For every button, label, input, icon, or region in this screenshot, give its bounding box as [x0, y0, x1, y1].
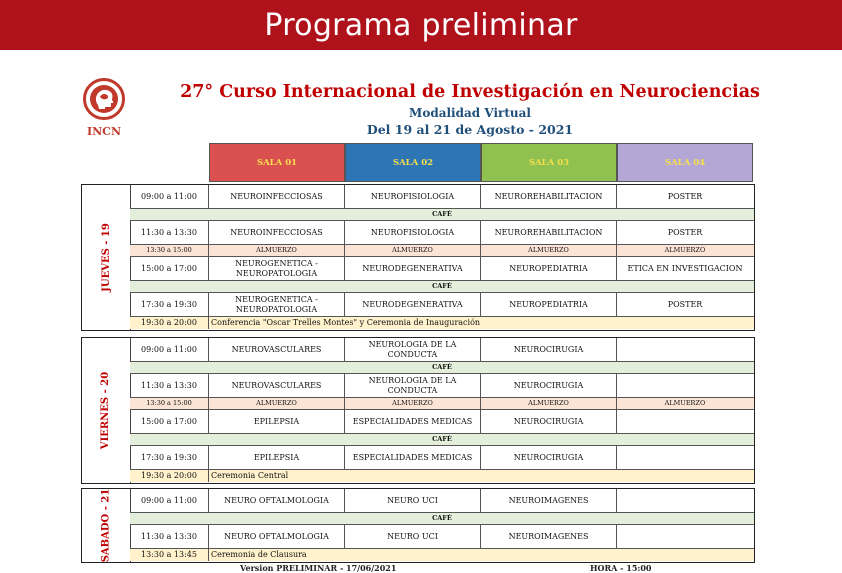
lunch-cell: ALMUERZO	[345, 245, 481, 256]
day-block	[81, 488, 755, 563]
event-row	[130, 549, 754, 561]
sala-header-1: SALA 01	[209, 143, 345, 182]
session-cell: NEUROIMAGENES	[481, 489, 617, 512]
session-row	[130, 489, 754, 513]
session-cell: POSTER	[667, 227, 703, 237]
session-row	[130, 293, 754, 317]
session-cell: NEUROVASCULARES	[209, 374, 345, 397]
session-cell: NEUROGENETICA - NEUROPATOLOGIA	[209, 257, 345, 280]
session-cell	[617, 374, 753, 397]
session-cell: NEUROVASCULARES	[209, 338, 345, 361]
session-cell: NEUROCIRUGIA	[481, 338, 617, 361]
break-row	[130, 434, 754, 446]
session-cell: NEUROREHABILITACION	[481, 185, 617, 208]
session-row	[130, 257, 754, 281]
lunch-cell: ALMUERZO	[481, 398, 617, 409]
time-note: HORA - 15:00	[590, 563, 652, 573]
session-cell: NEURO OFTALMOLOGIA	[209, 489, 345, 512]
day-label-text: VIERNES - 20	[100, 371, 112, 450]
session-cell: EPILEPSIA	[209, 410, 345, 433]
lunch-cell: ALMUERZO	[345, 398, 481, 409]
session-cell	[617, 410, 753, 433]
lunch-cell: ALMUERZO	[481, 245, 617, 256]
break-row	[130, 209, 754, 221]
sala-header-2: SALA 02	[345, 143, 481, 182]
break-label: CAFÉ	[432, 281, 452, 290]
session-row	[130, 185, 754, 209]
break-label: CAFÉ	[432, 434, 452, 443]
session-cell	[617, 446, 753, 469]
time-slot: 13:30 a 15:00	[130, 398, 209, 409]
session-row	[130, 374, 754, 398]
session-cell: POSTER	[667, 191, 703, 201]
session-cell: NEUROCIRUGIA	[481, 410, 617, 433]
day-label	[82, 338, 131, 483]
session-cell	[617, 338, 753, 361]
event-label: Ceremonia Central	[211, 471, 289, 481]
day-block	[81, 184, 755, 331]
break-row	[130, 513, 754, 525]
session-cell: EPILEPSIA	[209, 446, 345, 469]
session-cell: NEUROPEDIATRIA	[481, 257, 617, 280]
session-cell: NEUROLOGIA DE LA CONDUCTA	[345, 374, 481, 397]
time-slot: 11:30 a 13:30	[130, 374, 209, 397]
break-label: CAFÉ	[432, 362, 452, 371]
session-cell: NEURO UCI	[345, 489, 481, 512]
sala-header-3: SALA 03	[481, 143, 617, 182]
lunch-cell: ALMUERZO	[209, 398, 345, 409]
session-row	[130, 446, 754, 470]
session-cell: ETICA EN INVESTIGACION	[627, 263, 743, 273]
lunch-row	[130, 245, 754, 257]
lunch-row	[130, 398, 754, 410]
time-slot: 13:30 a 15:00	[130, 245, 209, 256]
date-range: Del 19 al 21 de Agosto - 2021	[366, 122, 574, 137]
brain-head-icon	[83, 78, 125, 120]
lunch-cell: ALMUERZO	[209, 245, 345, 256]
break-label: CAFÉ	[432, 513, 452, 522]
day-label-text: SABADO - 21	[100, 488, 112, 563]
session-cell: NEUROPEDIATRIA	[481, 293, 617, 316]
break-label: CAFÉ	[432, 209, 452, 218]
time-slot: 17:30 a 19:30	[130, 293, 209, 316]
session-row	[130, 525, 754, 549]
session-cell	[617, 489, 753, 512]
event-label: Ceremonia de Clausura	[211, 550, 307, 560]
time-slot: 17:30 a 19:30	[130, 446, 209, 469]
session-cell: NEUROGENETICA - NEUROPATOLOGIA	[209, 293, 345, 316]
incn-logo	[80, 78, 128, 138]
session-cell: NEURO UCI	[345, 525, 481, 548]
session-row	[130, 338, 754, 362]
sala-header-row	[209, 143, 753, 182]
sala-header-4: SALA 04	[617, 143, 753, 182]
session-cell: POSTER	[667, 299, 703, 309]
session-cell: ESPECIALIDADES MEDICAS	[345, 410, 481, 433]
time-slot: 09:00 a 11:00	[130, 185, 209, 208]
session-cell: NEUROLOGIA DE LA CONDUCTA	[345, 338, 481, 361]
session-row	[130, 221, 754, 245]
session-cell: NEUROREHABILITACION	[481, 221, 617, 244]
version-note: Version PRELIMINAR - 17/06/2021	[240, 563, 397, 573]
time-slot: 13:30 a 13:45	[130, 549, 209, 561]
page-title: 27° Curso Internacional de Investigación en Neurociencias	[180, 82, 760, 102]
day-label	[82, 185, 131, 330]
session-cell	[617, 525, 753, 548]
modality: Modalidad Virtual	[409, 106, 531, 120]
lunch-cell: ALMUERZO	[664, 398, 706, 407]
session-cell: NEUROCIRUGIA	[481, 374, 617, 397]
session-cell: NEUROIMAGENES	[481, 525, 617, 548]
session-cell: NEURODEGENERATIVA	[345, 293, 481, 316]
session-cell: NEUROINFECCIOSAS	[209, 185, 345, 208]
event-row	[130, 470, 754, 482]
session-row	[130, 410, 754, 434]
lunch-cell: ALMUERZO	[664, 245, 706, 254]
time-slot: 15:00 a 17:00	[130, 410, 209, 433]
time-slot: 11:30 a 13:30	[130, 221, 209, 244]
session-cell: NEUROFISIOLOGIA	[345, 221, 481, 244]
session-cell: NEURODEGENERATIVA	[345, 257, 481, 280]
time-slot: 09:00 a 11:00	[130, 338, 209, 361]
session-cell: NEURO OFTALMOLOGIA	[209, 525, 345, 548]
logo-text: INCN	[86, 125, 121, 138]
time-slot: 09:00 a 11:00	[130, 489, 209, 512]
event-label: Conferencia "Oscar Trelles Montes" y Ceremonia de Inauguración	[211, 318, 481, 328]
session-cell: NEUROFISIOLOGIA	[345, 185, 481, 208]
break-row	[130, 281, 754, 293]
banner-title: Programa preliminar	[264, 7, 578, 43]
time-slot: 11:30 a 13:30	[130, 525, 209, 548]
time-slot: 19:30 a 20:00	[130, 317, 209, 329]
time-slot: 15:00 a 17:00	[130, 257, 209, 280]
time-slot: 19:30 a 20:00	[130, 470, 209, 482]
day-label	[82, 489, 131, 562]
banner	[0, 0, 842, 50]
day-block	[81, 337, 755, 484]
session-cell: NEUROCIRUGIA	[481, 446, 617, 469]
session-cell: NEUROINFECCIOSAS	[209, 221, 345, 244]
day-label-text: JUEVES - 19	[100, 223, 112, 292]
session-cell: ESPECIALIDADES MEDICAS	[345, 446, 481, 469]
break-row	[130, 362, 754, 374]
event-row	[130, 317, 754, 329]
